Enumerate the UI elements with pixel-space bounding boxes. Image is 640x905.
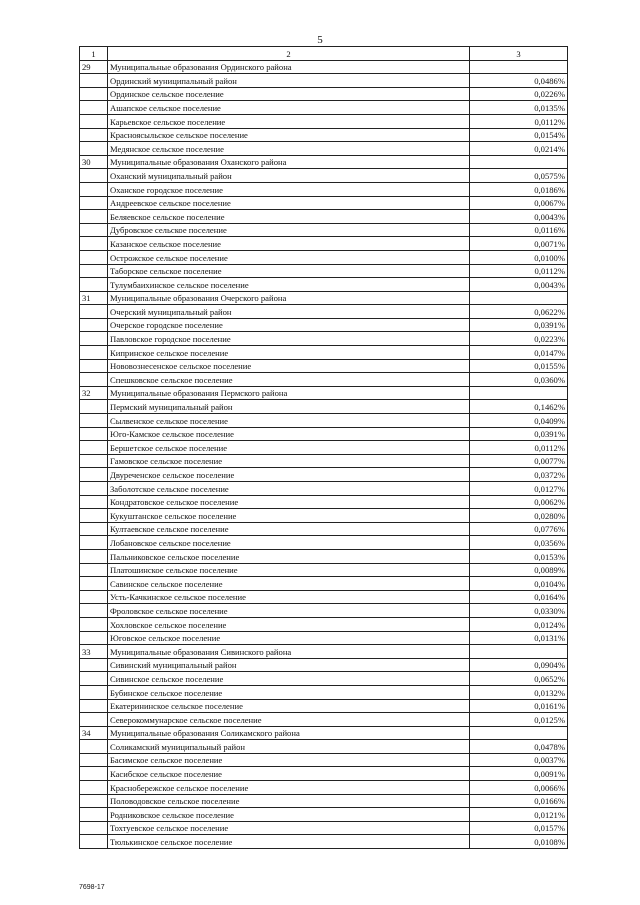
row-number-empty xyxy=(80,441,108,455)
share-value: 0,0100% xyxy=(470,250,568,264)
table-row xyxy=(80,549,568,563)
share-value: 0,0214% xyxy=(470,142,568,156)
municipality-name: Казанское сельское поселение xyxy=(108,237,470,251)
share-value: 0,0360% xyxy=(470,373,568,387)
share-value: 0,0478% xyxy=(470,740,568,754)
table-row xyxy=(80,753,568,767)
share-value: 0,0104% xyxy=(470,577,568,591)
municipality-name: Бубинское сельское поселение xyxy=(108,685,470,699)
group-value-empty xyxy=(470,60,568,74)
municipality-name: Кукуштанское сельское поселение xyxy=(108,509,470,523)
municipality-name: Платошинское сельское поселение xyxy=(108,563,470,577)
municipality-name: Сивинское сельское поселение xyxy=(108,672,470,686)
row-number-empty xyxy=(80,196,108,210)
group-value-empty xyxy=(470,291,568,305)
table-row xyxy=(80,604,568,618)
municipality-name: Фроловское сельское поселение xyxy=(108,604,470,618)
group-title: Муниципальные образования Соликамского района xyxy=(108,726,470,740)
table-row xyxy=(80,740,568,754)
row-number-empty xyxy=(80,536,108,550)
row-number-empty xyxy=(80,672,108,686)
municipality-name: Таборское сельское поселение xyxy=(108,264,470,278)
group-title: Муниципальные образования Пермского района xyxy=(108,386,470,400)
share-value: 0,0112% xyxy=(470,114,568,128)
share-value: 0,0280% xyxy=(470,509,568,523)
table-row xyxy=(80,835,568,849)
table-row xyxy=(80,509,568,523)
row-number-empty xyxy=(80,414,108,428)
header-col-3: 3 xyxy=(470,47,568,61)
row-number-empty xyxy=(80,74,108,88)
share-value: 0,0124% xyxy=(470,617,568,631)
table-row xyxy=(80,400,568,414)
row-number-empty xyxy=(80,509,108,523)
municipality-name: Беляевское сельское поселение xyxy=(108,210,470,224)
share-value: 0,0043% xyxy=(470,210,568,224)
municipality-name: Сивинский муниципальный район xyxy=(108,658,470,672)
table-row xyxy=(80,114,568,128)
table-row xyxy=(80,617,568,631)
table-row xyxy=(80,142,568,156)
group-number: 30 xyxy=(80,155,108,169)
document-code: 7698-17 xyxy=(79,884,105,891)
municipality-name: Соликамский муниципальный район xyxy=(108,740,470,754)
municipality-name: Тюлькинское сельское поселение xyxy=(108,835,470,849)
municipality-name: Тулумбаихинское сельское поселение xyxy=(108,278,470,292)
table-row xyxy=(80,767,568,781)
table-row xyxy=(80,794,568,808)
municipality-name: Сылвенское сельское поселение xyxy=(108,414,470,428)
share-value: 0,0066% xyxy=(470,781,568,795)
table-row xyxy=(80,264,568,278)
municipality-name: Тохтуевское сельское поселение xyxy=(108,821,470,835)
share-value: 0,0223% xyxy=(470,332,568,346)
municipality-name: Спешковское сельское поселение xyxy=(108,373,470,387)
share-value: 0,0155% xyxy=(470,359,568,373)
table-row xyxy=(80,482,568,496)
group-header-row xyxy=(80,645,568,659)
table-row xyxy=(80,468,568,482)
municipality-name: Басимское сельское поселение xyxy=(108,753,470,767)
share-value: 0,0330% xyxy=(470,604,568,618)
row-number-empty xyxy=(80,685,108,699)
share-value: 0,0121% xyxy=(470,808,568,822)
row-number-empty xyxy=(80,549,108,563)
table-row xyxy=(80,250,568,264)
group-title: Муниципальные образования Очерского района xyxy=(108,291,470,305)
group-header-row xyxy=(80,60,568,74)
municipality-name: Павловское городское поселение xyxy=(108,332,470,346)
share-value: 0,0062% xyxy=(470,495,568,509)
share-value: 0,0037% xyxy=(470,753,568,767)
row-number-empty xyxy=(80,359,108,373)
share-value: 0,0147% xyxy=(470,346,568,360)
row-number-empty xyxy=(80,835,108,849)
municipality-name: Острожское сельское поселение xyxy=(108,250,470,264)
share-value: 0,0112% xyxy=(470,441,568,455)
row-number-empty xyxy=(80,101,108,115)
row-number-empty xyxy=(80,577,108,591)
municipality-name: Оханское городское поселение xyxy=(108,182,470,196)
municipality-name: Юговское сельское поселение xyxy=(108,631,470,645)
share-value: 0,0391% xyxy=(470,318,568,332)
municipality-name: Медянское сельское поселение xyxy=(108,142,470,156)
share-value: 0,0089% xyxy=(470,563,568,577)
row-number-empty xyxy=(80,753,108,767)
group-number: 29 xyxy=(80,60,108,74)
group-number: 34 xyxy=(80,726,108,740)
municipality-name: Очерский муниципальный район xyxy=(108,305,470,319)
row-number-empty xyxy=(80,318,108,332)
group-value-empty xyxy=(470,386,568,400)
group-number: 33 xyxy=(80,645,108,659)
municipality-name: Савинское сельское поселение xyxy=(108,577,470,591)
table-row xyxy=(80,495,568,509)
share-value: 0,0077% xyxy=(470,454,568,468)
table-row xyxy=(80,821,568,835)
row-number-empty xyxy=(80,631,108,645)
table-row xyxy=(80,536,568,550)
share-value: 0,0154% xyxy=(470,128,568,142)
share-value: 0,0226% xyxy=(470,87,568,101)
row-number-empty xyxy=(80,563,108,577)
municipality-name: Бершетское сельское поселение xyxy=(108,441,470,455)
row-number-empty xyxy=(80,699,108,713)
group-title: Муниципальные образования Ординского района xyxy=(108,60,470,74)
municipality-name: Екатерининское сельское поселение xyxy=(108,699,470,713)
share-value: 0,0071% xyxy=(470,237,568,251)
municipality-name: Родниковское сельское поселение xyxy=(108,808,470,822)
table-row xyxy=(80,414,568,428)
header-col-1: 1 xyxy=(80,47,108,61)
table-row xyxy=(80,781,568,795)
municipality-name: Ашапское сельское поселение xyxy=(108,101,470,115)
group-value-empty xyxy=(470,726,568,740)
table-row xyxy=(80,685,568,699)
share-value: 0,0652% xyxy=(470,672,568,686)
municipality-name: Краснобережское сельское поселение xyxy=(108,781,470,795)
municipality-name: Нововознесенское сельское поселение xyxy=(108,359,470,373)
table-row xyxy=(80,346,568,360)
table-row xyxy=(80,210,568,224)
share-value: 0,0904% xyxy=(470,658,568,672)
row-number-empty xyxy=(80,713,108,727)
municipality-name: Дубровское сельское поселение xyxy=(108,223,470,237)
row-number-empty xyxy=(80,223,108,237)
group-number: 31 xyxy=(80,291,108,305)
share-value: 0,0391% xyxy=(470,427,568,441)
row-number-empty xyxy=(80,454,108,468)
group-value-empty xyxy=(470,155,568,169)
table-row xyxy=(80,672,568,686)
page-number: 5 xyxy=(317,34,323,46)
share-value: 0,0153% xyxy=(470,549,568,563)
table-row xyxy=(80,713,568,727)
share-value: 0,0161% xyxy=(470,699,568,713)
row-number-empty xyxy=(80,278,108,292)
municipality-name: Гамовское сельское поселение xyxy=(108,454,470,468)
table-row xyxy=(80,87,568,101)
share-value: 0,0131% xyxy=(470,631,568,645)
table-row xyxy=(80,808,568,822)
share-value: 0,0622% xyxy=(470,305,568,319)
share-value: 0,0067% xyxy=(470,196,568,210)
row-number-empty xyxy=(80,182,108,196)
share-value: 0,0043% xyxy=(470,278,568,292)
table-row xyxy=(80,699,568,713)
municipality-name: Касибское сельское поселение xyxy=(108,767,470,781)
table-row xyxy=(80,441,568,455)
table-body xyxy=(80,47,568,849)
group-number: 32 xyxy=(80,386,108,400)
table-row xyxy=(80,318,568,332)
share-value: 0,0356% xyxy=(470,536,568,550)
row-number-empty xyxy=(80,495,108,509)
table-row xyxy=(80,427,568,441)
table-row xyxy=(80,359,568,373)
municipality-name: Андреевское сельское поселение xyxy=(108,196,470,210)
row-number-empty xyxy=(80,305,108,319)
municipality-name: Усть-Качкинское сельское поселение xyxy=(108,590,470,604)
municipality-name: Кипринское сельское поселение xyxy=(108,346,470,360)
table-row xyxy=(80,223,568,237)
table-row xyxy=(80,182,568,196)
row-number-empty xyxy=(80,821,108,835)
table-header-row xyxy=(80,47,568,61)
row-number-empty xyxy=(80,522,108,536)
share-value: 0,0372% xyxy=(470,468,568,482)
share-value: 0,0486% xyxy=(470,74,568,88)
share-value: 0,0776% xyxy=(470,522,568,536)
share-value: 0,0127% xyxy=(470,482,568,496)
municipality-name: Половодовское сельское поселение xyxy=(108,794,470,808)
row-number-empty xyxy=(80,740,108,754)
share-value: 0,0164% xyxy=(470,590,568,604)
share-value: 0,0186% xyxy=(470,182,568,196)
share-value: 0,0132% xyxy=(470,685,568,699)
header-col-2: 2 xyxy=(108,47,470,61)
municipality-name: Оханский муниципальный район xyxy=(108,169,470,183)
group-header-row xyxy=(80,726,568,740)
municipality-name: Заболотское сельское поселение xyxy=(108,482,470,496)
group-title: Муниципальные образования Сивинского района xyxy=(108,645,470,659)
municipality-name: Красноясыльское сельское поселение xyxy=(108,128,470,142)
row-number-empty xyxy=(80,604,108,618)
row-number-empty xyxy=(80,142,108,156)
table-row xyxy=(80,631,568,645)
table-row xyxy=(80,169,568,183)
share-value: 0,0112% xyxy=(470,264,568,278)
municipality-name: Пальниковское сельское поселение xyxy=(108,549,470,563)
share-value: 0,0135% xyxy=(470,101,568,115)
row-number-empty xyxy=(80,468,108,482)
row-number-empty xyxy=(80,767,108,781)
row-number-empty xyxy=(80,794,108,808)
row-number-empty xyxy=(80,237,108,251)
table-row xyxy=(80,128,568,142)
table-row xyxy=(80,332,568,346)
row-number-empty xyxy=(80,590,108,604)
group-header-row xyxy=(80,291,568,305)
table-row xyxy=(80,74,568,88)
group-title: Муниципальные образования Оханского района xyxy=(108,155,470,169)
group-header-row xyxy=(80,386,568,400)
municipality-name: Ординское сельское поселение xyxy=(108,87,470,101)
row-number-empty xyxy=(80,658,108,672)
row-number-empty xyxy=(80,781,108,795)
row-number-empty xyxy=(80,373,108,387)
share-value: 0,0125% xyxy=(470,713,568,727)
municipality-name: Юго-Камское сельское поселение xyxy=(108,427,470,441)
municipality-name: Хохловское сельское поселение xyxy=(108,617,470,631)
table-row xyxy=(80,590,568,604)
allocation-table xyxy=(79,46,568,849)
share-value: 0,0091% xyxy=(470,767,568,781)
row-number-empty xyxy=(80,264,108,278)
municipality-name: Кондратовское сельское поселение xyxy=(108,495,470,509)
row-number-empty xyxy=(80,400,108,414)
row-number-empty xyxy=(80,128,108,142)
share-value: 0,1462% xyxy=(470,400,568,414)
group-value-empty xyxy=(470,645,568,659)
table-row xyxy=(80,373,568,387)
table-row xyxy=(80,454,568,468)
row-number-empty xyxy=(80,332,108,346)
share-value: 0,0409% xyxy=(470,414,568,428)
municipality-name: Ординский муниципальный район xyxy=(108,74,470,88)
table-row xyxy=(80,196,568,210)
municipality-name: Лобановское сельское поселение xyxy=(108,536,470,550)
row-number-empty xyxy=(80,114,108,128)
table-row xyxy=(80,563,568,577)
row-number-empty xyxy=(80,250,108,264)
share-value: 0,0575% xyxy=(470,169,568,183)
municipality-name: Карьевское сельское поселение xyxy=(108,114,470,128)
group-header-row xyxy=(80,155,568,169)
table-row xyxy=(80,658,568,672)
municipality-name: Култаевское сельское поселение xyxy=(108,522,470,536)
table-row xyxy=(80,101,568,115)
row-number-empty xyxy=(80,169,108,183)
row-number-empty xyxy=(80,808,108,822)
table-row xyxy=(80,305,568,319)
row-number-empty xyxy=(80,482,108,496)
row-number-empty xyxy=(80,346,108,360)
share-value: 0,0166% xyxy=(470,794,568,808)
table-row xyxy=(80,522,568,536)
row-number-empty xyxy=(80,617,108,631)
row-number-empty xyxy=(80,427,108,441)
row-number-empty xyxy=(80,87,108,101)
table-row xyxy=(80,278,568,292)
municipality-name: Очерское городское поселение xyxy=(108,318,470,332)
share-value: 0,0116% xyxy=(470,223,568,237)
municipality-name: Северокоммунарское сельское поселение xyxy=(108,713,470,727)
municipality-name: Двуреченское сельское поселение xyxy=(108,468,470,482)
table-row xyxy=(80,237,568,251)
municipality-name: Пермский муниципальный район xyxy=(108,400,470,414)
share-value: 0,0108% xyxy=(470,835,568,849)
share-value: 0,0157% xyxy=(470,821,568,835)
row-number-empty xyxy=(80,210,108,224)
table-row xyxy=(80,577,568,591)
